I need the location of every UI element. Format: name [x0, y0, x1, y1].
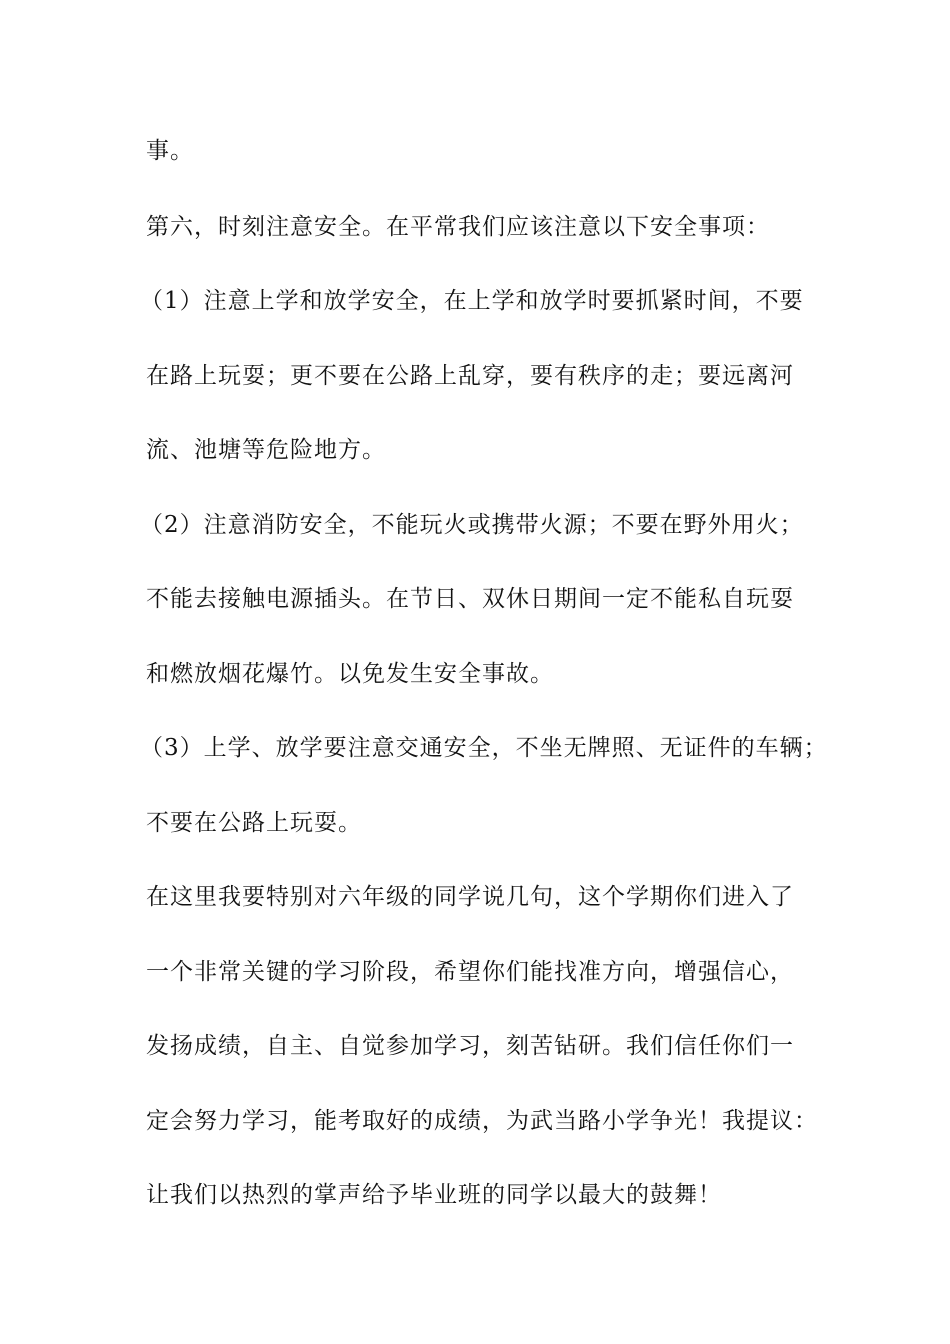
text-line: 不能去接触电源插头。在节日、双休日期间一定不能私自玩耍	[146, 586, 794, 612]
text-line: （3）上学、放学要注意交通安全，不坐无牌照、无证件的车辆；	[140, 735, 828, 761]
text-line: 在路上玩耍；更不要在公路上乱穿，要有秩序的走；要远离河	[146, 363, 794, 389]
text-line: 定会努力学习，能考取好的成绩，为武当路小学争光！我提议：	[146, 1108, 818, 1134]
text-line: （1）注意上学和放学安全，在上学和放学时要抓紧时间，不要	[140, 288, 804, 314]
text-line: 让我们以热烈的掌声给予毕业班的同学以最大的鼓舞！	[146, 1182, 722, 1208]
text-line: 第六，时刻注意安全。在平常我们应该注意以下安全事项：	[146, 214, 770, 240]
text-line: 在这里我要特别对六年级的同学说几句，这个学期你们进入了	[146, 884, 794, 910]
text-line: 事。	[146, 138, 194, 164]
text-line: 不要在公路上玩耍。	[146, 810, 362, 836]
text-line: 发扬成绩，自主、自觉参加学习，刻苦钻研。我们信任你们一	[146, 1033, 794, 1059]
text-line: 和燃放烟花爆竹。以免发生安全事故。	[146, 661, 554, 687]
text-line: 一个非常关键的学习阶段，希望你们能找准方向，增强信心，	[146, 959, 794, 985]
text-line: （2）注意消防安全，不能玩火或携带火源；不要在野外用火；	[140, 512, 804, 538]
text-line: 流、池塘等危险地方。	[146, 437, 386, 463]
